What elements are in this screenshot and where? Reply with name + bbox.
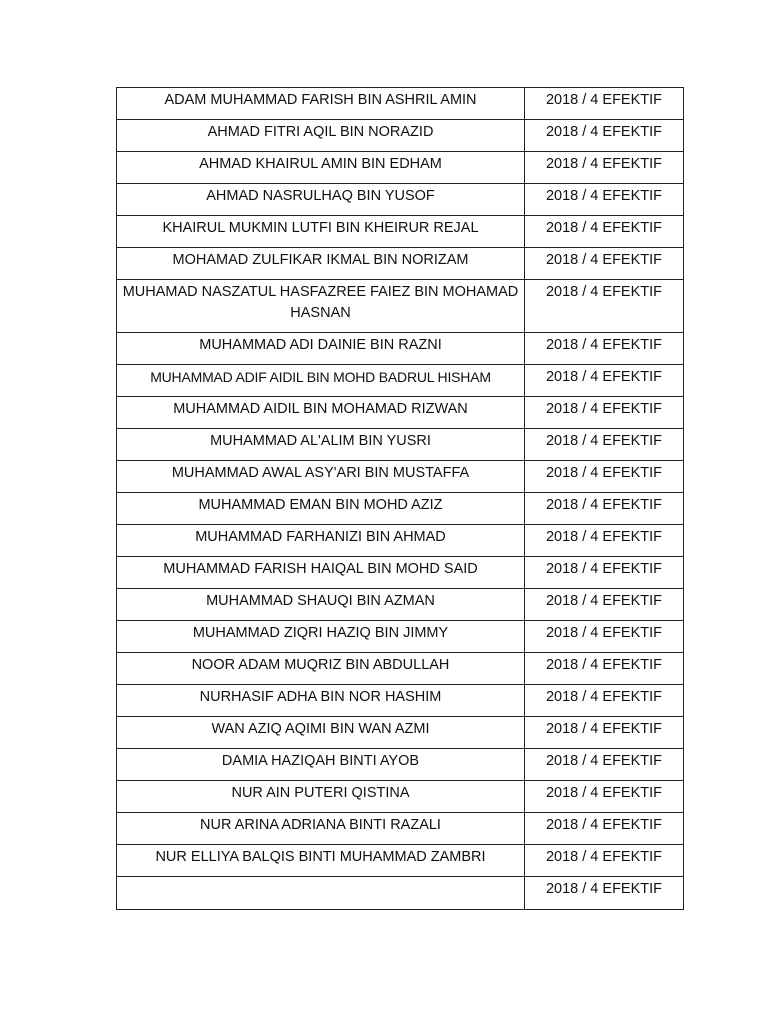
class-status-cell: 2018 / 4 EFEKTIF	[525, 877, 684, 910]
class-status-cell: 2018 / 4 EFEKTIF	[525, 184, 684, 216]
table-row	[117, 749, 684, 781]
table-row	[117, 525, 684, 557]
class-status-cell: 2018 / 4 EFEKTIF	[525, 845, 684, 877]
class-status-cell: 2018 / 4 EFEKTIF	[525, 813, 684, 845]
table-row	[117, 429, 684, 461]
class-status-cell: 2018 / 4 EFEKTIF	[525, 429, 684, 461]
student-name-cell: NUR ELLIYA BALQIS BINTI MUHAMMAD ZAMBRI	[117, 845, 525, 877]
student-name-cell	[117, 877, 525, 910]
table-row	[117, 184, 684, 216]
student-name-cell: MUHAMMAD AWAL ASY'ARI BIN MUSTAFFA	[117, 461, 525, 493]
student-name-cell: DAMIA HAZIQAH BINTI AYOB	[117, 749, 525, 781]
class-status-cell: 2018 / 4 EFEKTIF	[525, 280, 684, 333]
class-status-cell: 2018 / 4 EFEKTIF	[525, 653, 684, 685]
student-name-cell: AHMAD FITRI AQIL BIN NORAZID	[117, 120, 525, 152]
table-row	[117, 397, 684, 429]
table-row	[117, 781, 684, 813]
class-status-cell: 2018 / 4 EFEKTIF	[525, 781, 684, 813]
class-status-cell: 2018 / 4 EFEKTIF	[525, 685, 684, 717]
table-row	[117, 248, 684, 280]
student-name-cell: ADAM MUHAMMAD FARISH BIN ASHRIL AMIN	[117, 88, 525, 120]
class-status-cell: 2018 / 4 EFEKTIF	[525, 525, 684, 557]
class-status-cell: 2018 / 4 EFEKTIF	[525, 557, 684, 589]
class-status-cell: 2018 / 4 EFEKTIF	[525, 365, 684, 397]
student-name-cell: MOHAMAD ZULFIKAR IKMAL BIN NORIZAM	[117, 248, 525, 280]
student-name-cell: MUHAMMAD FARHANIZI BIN AHMAD	[117, 525, 525, 557]
table-row	[117, 461, 684, 493]
class-status-cell: 2018 / 4 EFEKTIF	[525, 397, 684, 429]
table-row	[117, 621, 684, 653]
table-row	[117, 120, 684, 152]
class-status-cell: 2018 / 4 EFEKTIF	[525, 493, 684, 525]
student-roster-table	[116, 87, 684, 910]
class-status-cell: 2018 / 4 EFEKTIF	[525, 216, 684, 248]
class-status-cell: 2018 / 4 EFEKTIF	[525, 88, 684, 120]
table-row	[117, 365, 684, 397]
class-status-cell: 2018 / 4 EFEKTIF	[525, 248, 684, 280]
table-row	[117, 280, 684, 333]
class-status-cell: 2018 / 4 EFEKTIF	[525, 749, 684, 781]
table-row	[117, 589, 684, 621]
table-row	[117, 845, 684, 877]
class-status-cell: 2018 / 4 EFEKTIF	[525, 152, 684, 184]
student-name-cell: MUHAMAD NASZATUL HASFAZREE FAIEZ BIN MOHAMAD HASNAN	[117, 280, 525, 333]
student-name-cell: MUHAMMAD ZIQRI HAZIQ BIN JIMMY	[117, 621, 525, 653]
student-name-cell: NOOR ADAM MUQRIZ BIN ABDULLAH	[117, 653, 525, 685]
class-status-cell: 2018 / 4 EFEKTIF	[525, 589, 684, 621]
student-name-cell: MUHAMMAD EMAN BIN MOHD AZIZ	[117, 493, 525, 525]
table-row	[117, 88, 684, 120]
student-name-cell: MUHAMMAD FARISH HAIQAL BIN MOHD SAID	[117, 557, 525, 589]
table-row	[117, 813, 684, 845]
table-row	[117, 152, 684, 184]
student-name-cell: NUR ARINA ADRIANA BINTI RAZALI	[117, 813, 525, 845]
class-status-cell: 2018 / 4 EFEKTIF	[525, 717, 684, 749]
student-name-cell: MUHAMMAD ADI DAINIE BIN RAZNI	[117, 333, 525, 365]
student-name-cell: AHMAD NASRULHAQ BIN YUSOF	[117, 184, 525, 216]
student-name-cell: NURHASIF ADHA BIN NOR HASHIM	[117, 685, 525, 717]
table-row	[117, 333, 684, 365]
table-row	[117, 685, 684, 717]
student-name-cell: NUR AIN PUTERI QISTINA	[117, 781, 525, 813]
student-name-cell: MUHAMMAD SHAUQI BIN AZMAN	[117, 589, 525, 621]
student-name-cell: AHMAD KHAIRUL AMIN BIN EDHAM	[117, 152, 525, 184]
student-name-cell: MUHAMMAD ADIF AIDIL BIN MOHD BADRUL HISHAM	[117, 365, 525, 397]
table-row	[117, 557, 684, 589]
student-name-cell: MUHAMMAD AL'ALIM BIN YUSRI	[117, 429, 525, 461]
class-status-cell: 2018 / 4 EFEKTIF	[525, 333, 684, 365]
table-row	[117, 877, 684, 910]
class-status-cell: 2018 / 4 EFEKTIF	[525, 461, 684, 493]
student-name-cell: KHAIRUL MUKMIN LUTFI BIN KHEIRUR REJAL	[117, 216, 525, 248]
table-row	[117, 717, 684, 749]
student-name-cell: WAN AZIQ AQIMI BIN WAN AZMI	[117, 717, 525, 749]
class-status-cell: 2018 / 4 EFEKTIF	[525, 120, 684, 152]
student-name-cell: MUHAMMAD AIDIL BIN MOHAMAD RIZWAN	[117, 397, 525, 429]
class-status-cell: 2018 / 4 EFEKTIF	[525, 621, 684, 653]
table-row	[117, 216, 684, 248]
table-row	[117, 653, 684, 685]
table-row	[117, 493, 684, 525]
